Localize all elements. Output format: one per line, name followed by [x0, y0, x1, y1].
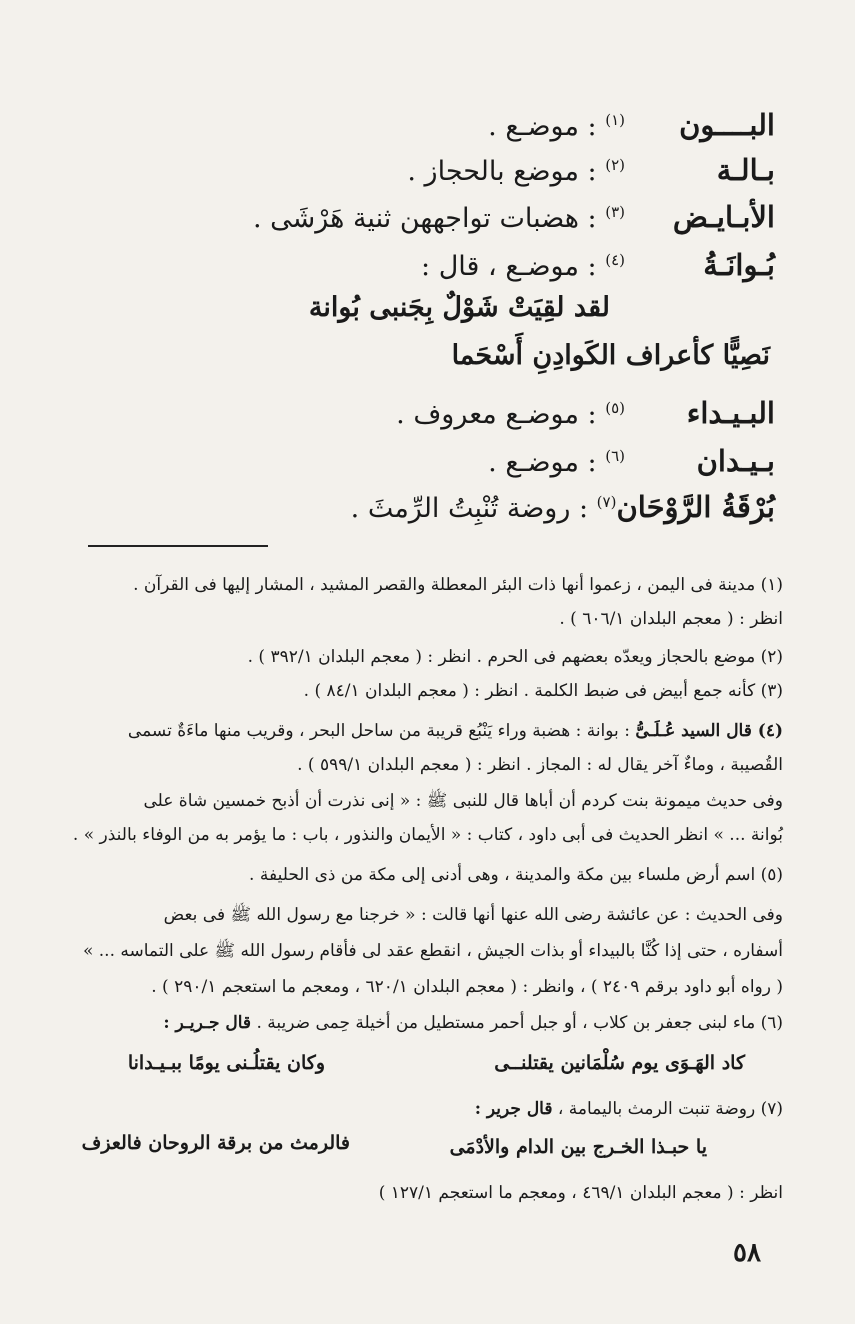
entry-head: بـالـة	[716, 153, 775, 187]
footnote-6-verse-right: كاد الهَـوَى يوم سُلْمَانين يقتلنــى	[494, 1052, 745, 1074]
footnote-4-hadith: وفى حديث ميمونة بنت كردم أن أباها قال للنبى ﷺ : « إنى نذرت أن أذبح خمسين شاة على	[143, 791, 783, 811]
entry-baydan	[488, 436, 775, 483]
footnote-7-text: (٧) روضة تنبت الرمث باليمامة ،	[557, 1099, 783, 1119]
footnote-4-lead: (٤) قال السيد عُـلَـىُّ	[635, 721, 783, 741]
entry-head: البـيـداء	[686, 396, 775, 430]
entry-note-ref: (٧)	[596, 493, 617, 511]
footnote-1: (١) مدينة فى اليمن ، زعموا أنها ذات البئر المعطلة والقصر المشيد ، المشار إليها فى القرآن .	[133, 575, 783, 595]
entry-burqat-alrawhan	[351, 482, 775, 529]
footnote-5-ref: ( رواه أبو داود برقم ٢٤٠٩ ) ، وانظر : ( معجم البلدان ٦٢٠/١ ، ومعجم ما استعجم ٢٩٠/١ ) .	[151, 977, 783, 997]
footnote-7	[63, 1096, 783, 1122]
entry-head: بـيـدان	[696, 444, 775, 478]
entry-definition: : روضة تُنْبِتُ الرِّمثَ .	[350, 493, 589, 524]
footnote-6-verse-left: وكان يقتلُـنى يومًا ببـيـدانا	[127, 1052, 325, 1074]
entry-note-ref: (٤)	[605, 251, 625, 269]
footnote-5: (٥) اسم أرض ملساء بين مكة والمدينة ، وهى أدنى إلى مكة من ذى الحليفة .	[249, 865, 783, 885]
entry-note-ref: (٣)	[605, 203, 625, 221]
page-number: ٥٨	[733, 1238, 761, 1268]
footnote-4-hadith-cont: بُوانة ... » انظر الحديث فى أبى داود ، كتاب : « الأيمان والنذور ، باب : ما يؤمر به من الوفاء بالنذر » .	[72, 825, 783, 845]
footnote-1-ref: انظر : ( معجم البلدان ٦٠٦/١ ) .	[559, 609, 783, 629]
entry-definition: : هضبات تواجههن ثنية هَرْشَى .	[252, 203, 597, 234]
footnote-7-lead: قال جرير :	[474, 1099, 553, 1119]
footnote-7-verse-right: يا حبـذا الخـرج بين الدام والأدْمَى	[449, 1136, 707, 1158]
entry-head: البــــون	[679, 108, 775, 142]
footnote-6-text: (٦) ماء لبنى جعفر بن كلاب ، أو جبل أحمر مستطيل من أخيلة حِمى ضريبة .	[256, 1013, 783, 1033]
entry-note-ref: (٥)	[605, 399, 625, 417]
footnote-4-cont: القُصيبة ، وماءٌ آخر يقال له : المجاز . انظر : ( معجم البلدان ٥٩٩/١ ) .	[297, 755, 783, 775]
footnote-6	[63, 1010, 783, 1036]
footnote-3: (٣) كأنه جمع أبيض فى ضبط الكلمة . انظر : ( معجم البلدان ٨٤/١ ) .	[303, 681, 783, 701]
entry-note-ref: (٢)	[605, 156, 625, 174]
footnote-7-verse-left: فالرمث من برقة الروحان فالعزف	[81, 1132, 350, 1154]
footnote-6-lead: قال جـريـر :	[163, 1013, 252, 1033]
entry-definition: : موضـع .	[488, 447, 597, 478]
entry-head: الأبـايـض	[672, 200, 775, 234]
entry-buwana	[421, 240, 775, 287]
entry-note-ref: (١)	[605, 111, 625, 129]
footnote-5-hadith-cont: أسفاره ، حتى إذا كُنَّا بالبيداء أو بذات الجيش ، انقطع عقد لى فأقام رسول الله ﷺ على التماسه ... »	[82, 941, 783, 961]
entry-albun	[488, 100, 775, 147]
entry-alabayid	[253, 192, 775, 239]
footnote-4-text: : بوانة : هضبة وراء يَنْبُع قريبة من ساحل البحر ، وقريب منها ماءَةٌ تسمى	[127, 721, 630, 741]
entry-definition: : موضع بالحجاز .	[407, 156, 597, 187]
poem-line-1: لقد لقِيَتْ شَوْلٌ بِجَنبى بُوانة	[308, 292, 610, 323]
entry-head: بُرْقَةُ الرَّوْحَان	[616, 490, 775, 524]
footnote-5-hadith: وفى الحديث : عن عائشة رضى الله عنها أنها قالت : « خرجنا مع رسول الله ﷺ فى بعض	[163, 905, 783, 925]
poem-line-2: نَصِيًّا كأعراف الكَوادِنِ أَسْحَما	[451, 340, 770, 371]
entry-bala	[407, 145, 775, 192]
entry-albaydaa	[396, 388, 775, 435]
footnote-4	[63, 718, 783, 744]
entry-note-ref: (٦)	[605, 447, 625, 465]
entry-head: بُـوانَـةُ	[703, 248, 775, 282]
footnote-separator	[88, 545, 268, 547]
entry-definition: : موضـع ، قال :	[421, 251, 597, 282]
footnote-7-ref: انظر : ( معجم البلدان ٤٦٩/١ ، ومعجم ما استعجم ١٢٧/١ )	[378, 1183, 783, 1203]
entry-definition: : موضـع .	[488, 111, 597, 142]
footnote-2: (٢) موضع بالحجاز ويعدّه بعضهم فى الحرم . انظر : ( معجم البلدان ٣٩٢/١ ) .	[247, 647, 783, 667]
entry-definition: : موضـع معروف .	[396, 399, 597, 430]
